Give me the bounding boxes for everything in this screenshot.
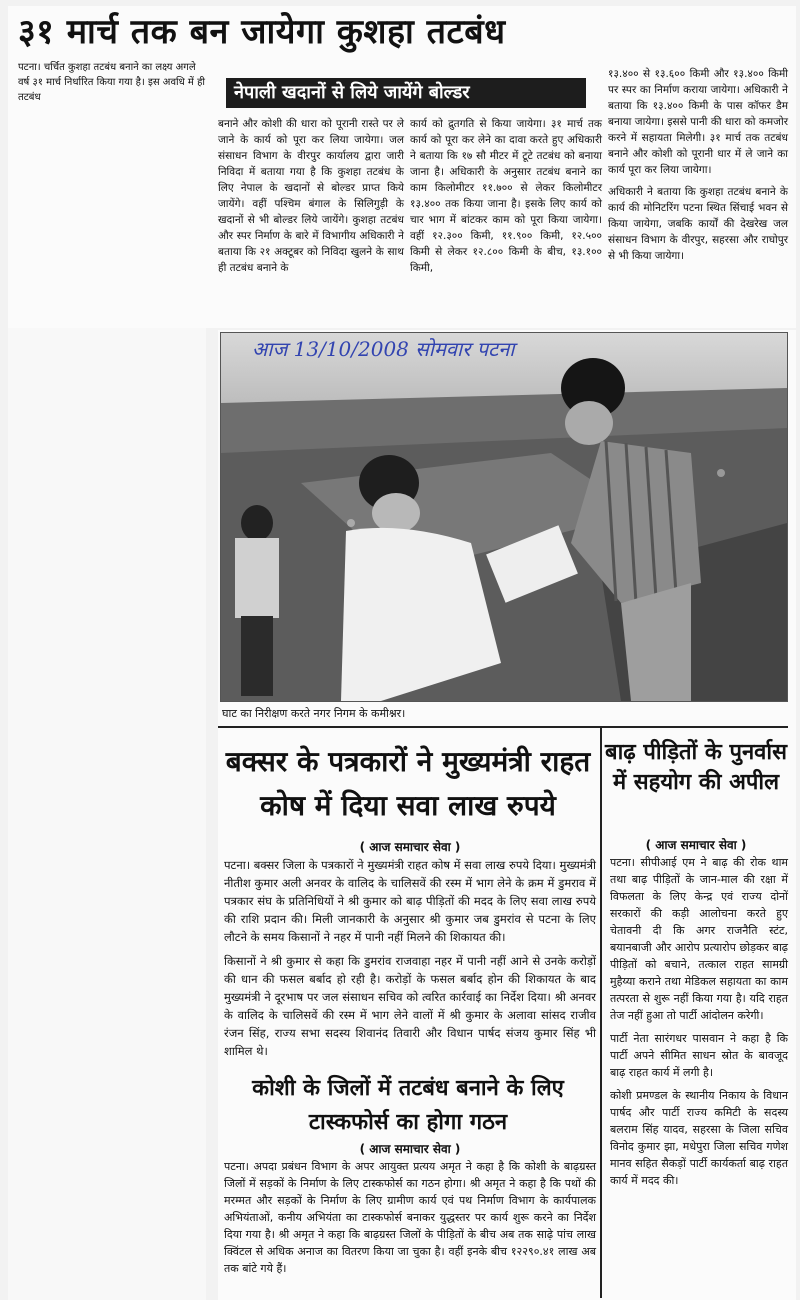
column-divider <box>600 728 602 1298</box>
story-2-body <box>224 856 596 1066</box>
photo-caption: घाट का निरीक्षण करते नगर निगम के कमीश्नर। <box>222 707 406 720</box>
story-2-headline: बक्सर के पत्रकारों ने मुख्यमंत्री राहत कोष में दिया सवा लाख रुपये <box>225 745 591 822</box>
side-story-headline: बाढ़ पीड़ितों के पुनर्वास में सहयोग की अपील <box>605 740 787 795</box>
story-2-byline: ( आज समाचार सेवा ) <box>359 840 461 854</box>
article-column-3-para-2: अधिकारी ने बताया कि कुशहा तटबंध बनाने के कार्य की मोनिटरिंग पटना स्थित सिंचाई भवन से किया जायेगा, जबकि कार्यों की देखरेख जल संसाधन विभाग के वीरपुर, सहरसा और राघोपुर से भी किया जायेगा। <box>608 186 788 262</box>
side-story-body <box>610 854 788 1195</box>
news-photo <box>220 332 788 702</box>
story-3-headline: कोशी के जिलों में तटबंध बनाने के लिए टास्कफोर्स का होगा गठन <box>252 1076 564 1135</box>
story-2-para-1: पटना। बक्सर जिला के पत्रकारों ने मुख्यमंत्री राहत कोष में सवा लाख रुपये दिया। मुख्यमंत्री नीतीश कुमार अली अनवर के वालिद के चालिसवें की रस्म में भाग लेने के क्रम में डुमराव में पत्रकार संघ के प्रतिनिधियों ने श्री कुमार को बाढ़ पीड़ितों की मदद के लिए सवा लाख रुपये की राशि प्रदान की। मिली जानकारी के अनुसार श्री कुमार जब डुमरांव से पटना के लिए लौटने के समय किसानों ने नहर में पानी नहीं मिलने की शिकायत की। <box>224 858 596 944</box>
handwritten-date-note: आज 13/10/2008 सोमवार पटना <box>252 337 515 361</box>
article-column-2: कार्य को द्रुतगति से किया जायेगा। ३१ मार्च तक कार्य को पूरा कर लेने का दावा करते हुए अधिकारी ने बताया कि १७ सौ मीटर में टूटे तटबंध को बनाया जाना है। अधिकारी के अनुसार तटबंध बनाने का काम किलोमीटर ११.७०० से लेकर किलोमीटर १३.४०० तक किया जाना है। इसके लिए कार्य को चार भाग में बांटकर काम को पूरा किया जायेगा। वहीं १२.३०० किमी, ११.९०० किमी, १२.५०० किमी से लेकर १२.८०० किमी के बीच, १३.१०० किमी, <box>410 118 602 274</box>
story-3-body: पटना। अपदा प्रबंधन विभाग के अपर आयुक्त प्रत्यय अमृत ने कहा है कि कोशी के बाढ़ग्रस्त जिलों में सड़कों के निर्माण के लिए टास्कफोर्स का गठन होगा। श्री अमृत ने कहा है कि पथों की मरम्मत और सड़कों के निर्माण के लिए ग्रामीण कार्य एवं पथ निर्माण विभाग के कार्यपालक अभियंताओं, कनीय अभियंता का टास्कफोर्स बनाकर युद्धस्तर पर कार्य शुरू करने का निर्देश दिया गया है। श्री अमृत ने कहा कि बाढ़ग्रस्त जिलों के पीड़ितों के बीच अब तक साढ़े पांच लाख क्विंटल से अधिक अनाज का वितरण किया जा चुका है। वहीं इनके बीच १२२९०.४१ लाख अब तक बांटे गये हैं। <box>224 1160 596 1275</box>
riverbank-photo-illustration <box>221 333 787 701</box>
side-story-para-1: पटना। सीपीआई एम ने बाढ़ की रोक थाम तथा बाढ़ पीड़ितों के जान-माल की रक्षा में विफलता के लिए केन्द्र एवं राज्य दोनों सरकारों की कड़ी आलोचना करते हुए चेतावनी दी कि अगर राजनैति स्टंट, बयानबाजी और आरोप प्रत्यारोप छोड़कर बाढ़ पीड़ितों को बचाने, तत्काल राहत सामग्री मुहैय्या कराने तथा मेडिकल सहायता का काम तत्परता से शुरू नहीं किया गया है। यदि राहत तेज नहीं हुआ तो पार्टी आंदोलन करेगी। <box>610 856 788 1022</box>
side-story-byline: ( आज समाचार सेवा ) <box>645 838 747 852</box>
article-column-3 <box>608 66 788 270</box>
section-divider <box>218 726 788 728</box>
article-column-1: बनाने और कोशी की धारा को पूरानी रास्ते पर ले जाने के कार्य को पूरा कर लिया जायेगा। जल संसाधन विभाग के वीरपुर कार्यालय द्वारा जारी निविदा में बताया गया है कि कुशहा तटबंध के लिए नेपाल के खदानों से बोल्डर प्राप्त किये जायेंगे। वहीं पश्चिम बंगाल के सिलिगुड़ी के खदानों से भी बोल्डर लिये जायेंगे। कुशहा तटबंध और स्पर निर्माण के बारे में विभागीय अधिकारी ने बताया कि २१ अक्टूबर को निविदा खुलने के साथ ही तटबंध बनाने के <box>218 118 404 274</box>
story-3-byline: ( आज समाचार सेवा ) <box>359 1142 461 1156</box>
side-story-para-3: कोशी प्रमण्डल के स्थानीय निकाय के विधान पार्षद और पार्टी राज्य कमिटी के सदस्य बलराम सिंह यादव, सहरसा के जिला सचिव विनोद कुमार झा, मधेपुरा जिला सचिव गणेश मानव सहित सैकड़ों पार्टी कार्यकर्ता बाढ़ राहत कार्य में मदद की। <box>610 1089 788 1187</box>
story-2-para-2: किसानों ने श्री कुमार से कहा कि डुमरांव राजवाहा नहर में पानी नहीं आने से उनके करोड़ों की धान की फसल बर्बाद हो रही है। करोड़ों के फसल बर्बाद होन की शिकायत के बाद मुख्यमंत्री ने दूरभाष पर जल संसाधन सचिव को त्वरित कार्रवाई का निर्देश दिया। श्री अनवर के वालिद के चालिसवें की रस्म में भाग लेने वालों में श्री कुमार के अलावा सांसद राजीव रंजन सिंह, राज्य सभा सदस्य शिवानंद तिवारी और विधान पार्षद संजय कुमार सिंह भी शामिल थे। <box>224 954 596 1058</box>
main-headline: ३१ मार्च तक बन जायेगा कुशहा तटबंध <box>18 12 506 52</box>
lede-paragraph: पटना। चर्चित कुशहा तटबंध बनाने का लक्ष्य अगले वर्ष ३१ मार्च निर्धारित किया गया है। इस अवधि में ही तटबंध <box>18 62 205 103</box>
sub-headline-banner: नेपाली खदानों से लिये जायेंगे बोल्डर <box>226 78 586 108</box>
article-column-3-para-1: १३.४०० से १३.६०० किमी और १३.४०० किमी पर स्पर का निर्माण कराया जायेगा। अधिकारी ने बताया कि १३.४०० किमी के पास कॉफर डैम बनाया जायेगा। इससे पानी की धारा को कमजोर करने में सहायता मिलेगी। ३१ मार्च तक तटबंध बनाने और कोशी को पूरानी धार में ले जाने का कार्य पूरा कर लिया जायेगा। <box>608 68 788 176</box>
side-story-para-2: पार्टी नेता सारंगधर पासवान ने कहा है कि पार्टी अपने सीमित साधन स्रोत के बावजूद बाढ़ राहत कार्य में लगी है। <box>610 1032 788 1079</box>
